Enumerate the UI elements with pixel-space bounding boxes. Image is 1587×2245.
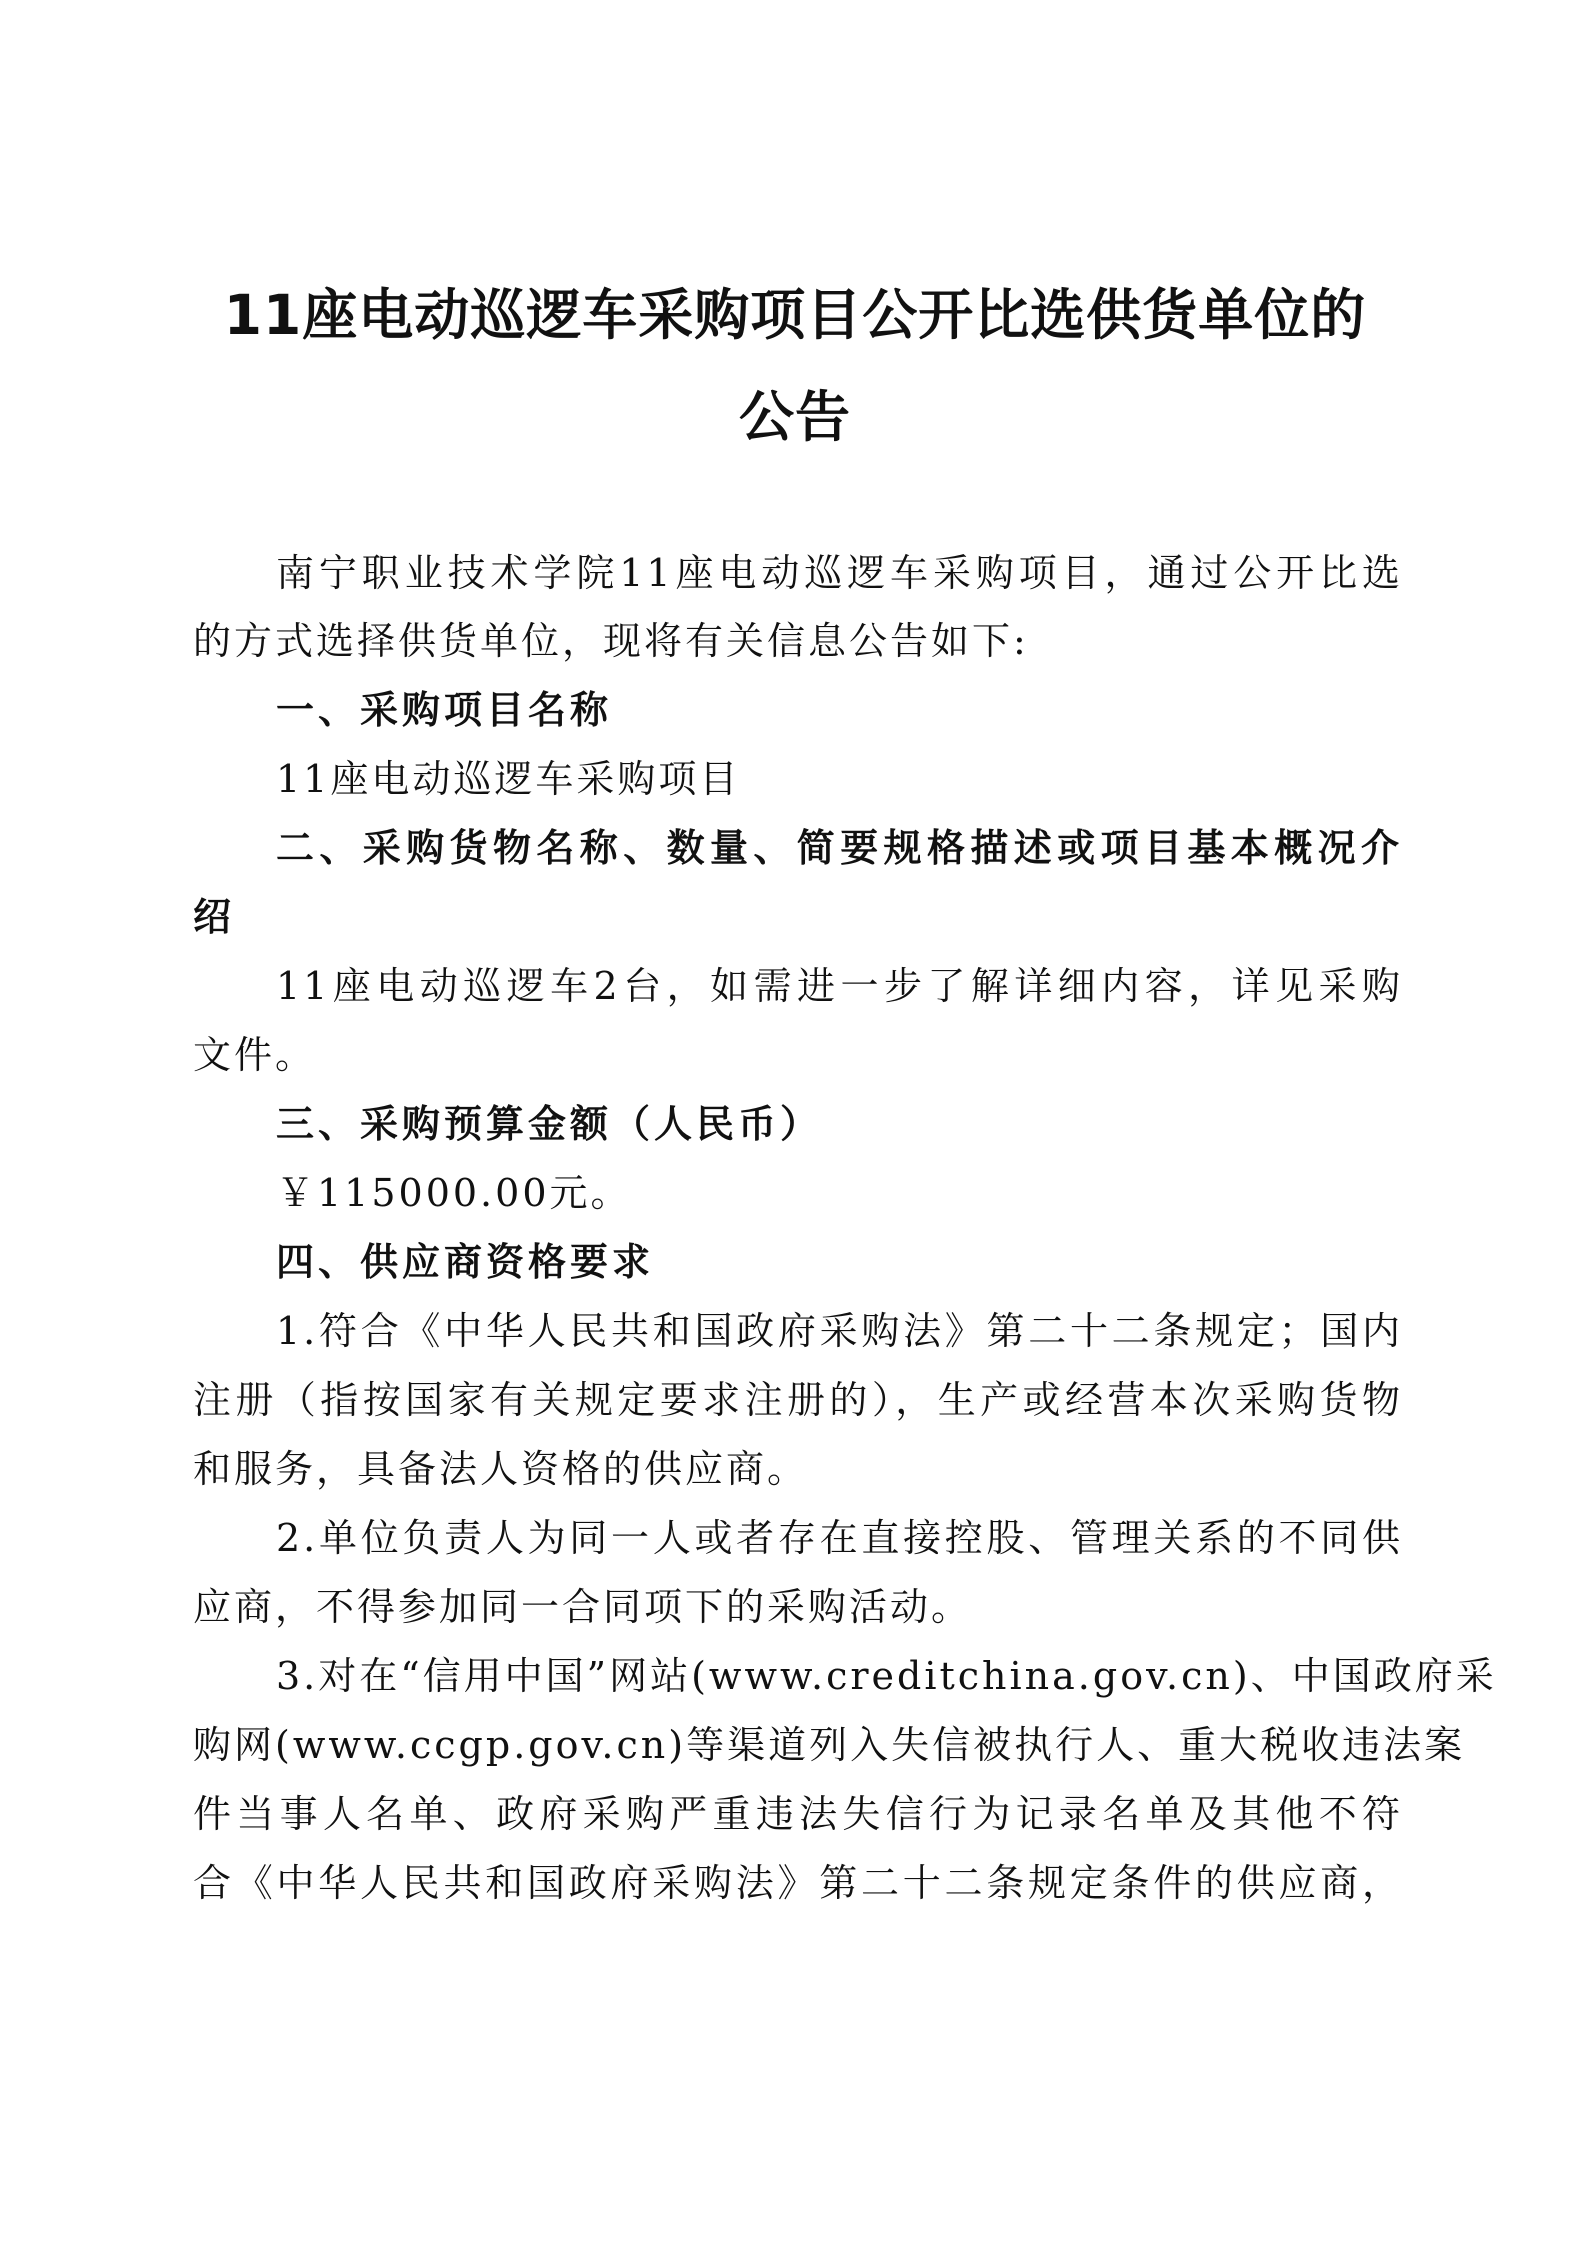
section-body-line: 11座电动巡逻车采购项目 bbox=[276, 757, 741, 801]
document-title-line-1: 11座电动巡逻车采购项目公开比选供货单位的 bbox=[223, 283, 1367, 347]
requirement-item-line: 件当事人名单、政府采购严重违法失信行为记录名单及其他不符 bbox=[193, 1792, 1403, 1836]
section-heading-3: 三、采购预算金额（人民币） bbox=[276, 1102, 823, 1146]
budget-amount: ￥115000.00元。 bbox=[276, 1171, 632, 1215]
section-heading-1: 一、采购项目名称 bbox=[276, 688, 613, 732]
section-heading-4: 四、供应商资格要求 bbox=[276, 1240, 655, 1284]
section-body-line: 文件。 bbox=[193, 1033, 317, 1077]
section-heading-2: 二、采购货物名称、数量、简要规格描述或项目基本概况介 bbox=[276, 826, 1403, 870]
intro-paragraph-line: 南宁职业技术学院11座电动巡逻车采购项目，通过公开比选 bbox=[276, 551, 1403, 595]
requirement-item-line: 注册（指按国家有关规定要求注册的），生产或经营本次采购货物 bbox=[193, 1378, 1403, 1422]
section-heading-2-continued: 绍 bbox=[193, 895, 236, 939]
requirement-item-line: 应商，不得参加同一合同项下的采购活动。 bbox=[193, 1585, 973, 1629]
requirement-item-line: 3.对在“信用中国”网站(www.creditchina.gov.cn)、中国政府采 bbox=[276, 1654, 1497, 1698]
requirement-item-line: 合《中华人民共和国政府采购法》第二十二条规定条件的供应商， bbox=[193, 1861, 1403, 1905]
requirement-item-line: 2.单位负责人为同一人或者存在直接控股、管理关系的不同供 bbox=[276, 1516, 1403, 1560]
document-title-line-2: 公告 bbox=[738, 385, 851, 449]
requirement-item-line: 购网(www.ccgp.gov.cn)等渠道列入失信被执行人、重大税收违法案 bbox=[193, 1723, 1466, 1767]
intro-paragraph-line: 的方式选择供货单位，现将有关信息公告如下: bbox=[193, 619, 1029, 663]
section-body-line: 11座电动巡逻车2台，如需进一步了解详细内容，详见采购 bbox=[276, 964, 1403, 1008]
requirement-item-line: 1.符合《中华人民共和国政府采购法》第二十二条规定；国内 bbox=[276, 1309, 1403, 1353]
requirement-item-line: 和服务，具备法人资格的供应商。 bbox=[193, 1447, 809, 1491]
